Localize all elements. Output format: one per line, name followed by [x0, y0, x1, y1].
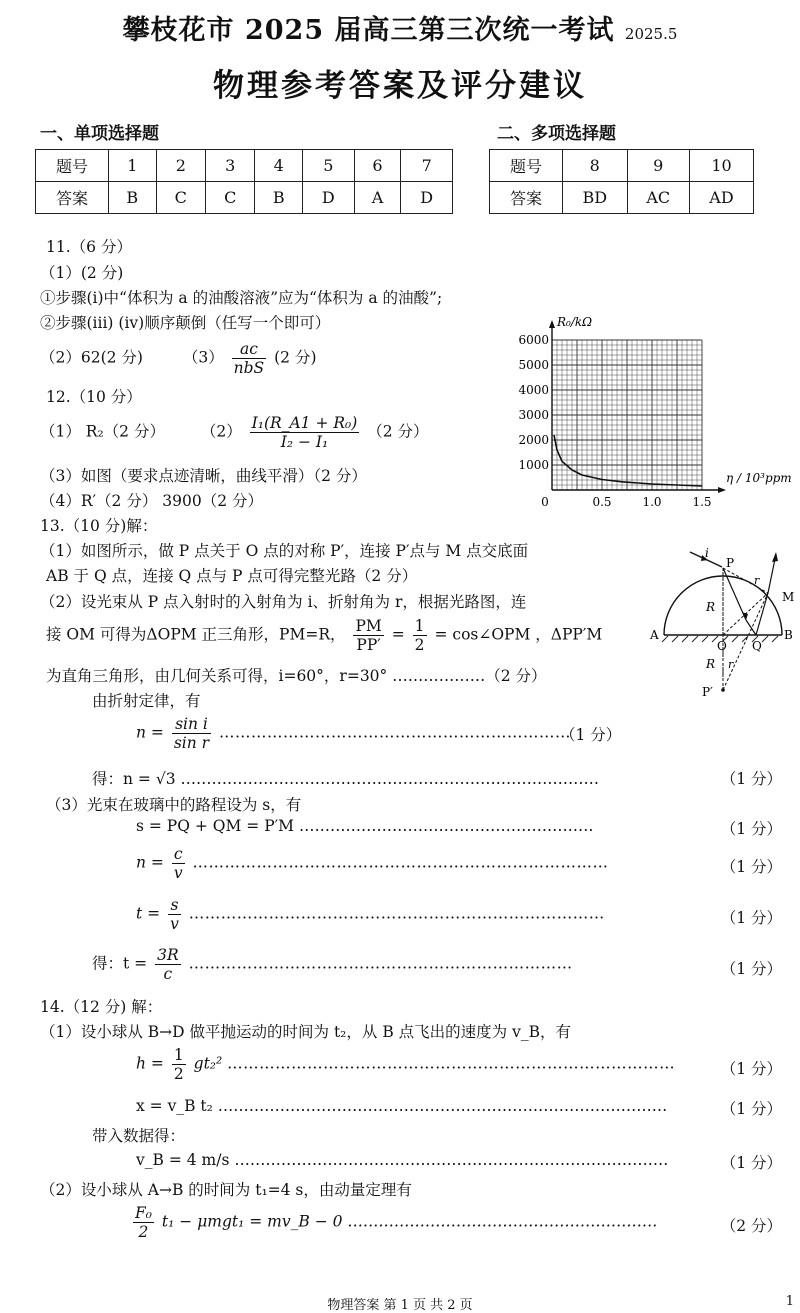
leader-dots: …………………………………………………………	[219, 723, 572, 742]
q11-fraction	[232, 340, 267, 377]
q11-heading: 11.（6 分）	[46, 238, 132, 256]
optics-diagram	[650, 538, 798, 700]
page-subtitle: 物理参考答案及评分建议	[213, 68, 587, 104]
fraction-numerator: 1	[414, 617, 425, 635]
label-r: r	[754, 574, 760, 587]
q11-part3: （3）	[182, 348, 224, 367]
x-tick-label: 1.0	[642, 495, 662, 509]
q12-part2-score: （2 分）	[367, 422, 429, 441]
q12-fraction	[250, 414, 360, 451]
chart-ticks	[518, 333, 711, 509]
fraction-numerator: I₁(R_A1 + R₀)	[251, 414, 358, 432]
table-cell: 5	[303, 150, 355, 182]
table-cell: D	[303, 182, 355, 214]
q12-heading: 12.（10 分）	[46, 388, 142, 406]
q14-eq4-score: （2 分）	[720, 1217, 782, 1235]
page-footer: 物理答案 第 1 页 共 2 页	[327, 1298, 473, 1313]
table-cell: 3	[206, 150, 255, 182]
table-cell: 9	[627, 150, 689, 182]
exam-title-text: 攀枝花市 2025 届高三第三次统一考试	[122, 15, 615, 46]
x-tick-label: 0	[541, 495, 549, 509]
resistance-chart	[505, 312, 798, 520]
q13-fraction-pm	[353, 617, 383, 654]
q11-part3-score: (2 分)	[274, 348, 317, 367]
eq-lhs: 得：t =	[92, 954, 148, 973]
q13-heading: 13.（10 分)解：	[40, 517, 158, 535]
chart-ylabel: R₀/kΩ	[557, 315, 593, 329]
point-pprime	[721, 688, 725, 692]
q13-eq5	[136, 896, 605, 933]
table-cell: B	[109, 182, 157, 214]
q13-part1a: （1）如图所示，做 P 点关于 O 点的对称 P′，连接 P′点与 M 点交底面	[40, 542, 529, 560]
exam-title	[0, 8, 800, 47]
q14-eq3-score: （1 分）	[720, 1154, 782, 1172]
table-cell: A	[354, 182, 401, 214]
q13-eq1-fraction	[172, 715, 211, 752]
q11-part2: （2）62(2 分)	[40, 348, 143, 367]
eq-lhs: n =	[136, 723, 164, 742]
section2-heading: 二、多项选择题	[497, 124, 616, 144]
page-number: 1	[785, 1294, 794, 1309]
fraction-numerator: 1	[173, 1046, 184, 1064]
y-tick-label: 4000	[518, 383, 549, 397]
table-cell: 题号	[36, 150, 109, 182]
table-cell: 4	[255, 150, 303, 182]
label-radius-lower: R	[706, 657, 716, 671]
table-row-numbers	[36, 150, 453, 182]
label-pprime: P′	[702, 685, 713, 699]
leader-dots: …………………………………………………………………………	[227, 1054, 676, 1073]
section1-heading: 一、单项选择题	[40, 124, 159, 144]
fraction-denominator: v	[170, 915, 179, 933]
q13-part3: （3）光束在玻璃中的路程设为 s，有	[46, 796, 302, 814]
q14-eq3: v_B = 4 m/s …………………………………………………………………………	[136, 1151, 669, 1169]
fraction-denominator: PP′	[356, 636, 381, 654]
q13-eq3-score: （1 分）	[720, 820, 782, 838]
q13-eq1	[136, 715, 571, 752]
label-m: M	[782, 590, 795, 604]
fraction-denominator: 2	[173, 1065, 184, 1083]
fraction-denominator: 2	[138, 1223, 149, 1241]
table-cell: 题号	[490, 150, 563, 182]
table-row-answers	[36, 182, 453, 214]
q13-eq2: 得：n = √3 ………………………………………………………………………	[92, 770, 599, 788]
fraction-denominator: I₂ − I₁	[280, 433, 329, 451]
fraction-numerator: F₀	[135, 1204, 152, 1222]
q13-fraction-half	[413, 617, 427, 654]
q14-eq2-score: （1 分）	[720, 1100, 782, 1118]
chart-grid	[552, 340, 702, 490]
q14-eq1-score: （1 分）	[720, 1060, 782, 1078]
table-cell: 2	[156, 150, 205, 182]
table-cell: 1	[109, 150, 157, 182]
q11-part1b: ②步骤(iii) (iv)顺序颠倒（任写一个即可）	[40, 314, 331, 332]
table-cell: C	[156, 182, 205, 214]
label-b: B	[784, 628, 793, 642]
y-tick-label: 1000	[518, 458, 549, 472]
fraction-denominator: sin r	[173, 734, 210, 752]
q13-eq2-score: （1 分）	[720, 770, 782, 788]
y-tick-label: 2000	[518, 433, 549, 447]
chart-axes	[549, 320, 726, 493]
table-cell: B	[255, 182, 303, 214]
q14-heading: 14.（12 分) 解：	[40, 998, 163, 1016]
leader-dots: ………………………………………………………………	[188, 954, 573, 973]
exam-date: 2025.5	[624, 25, 678, 43]
fraction-denominator: c	[163, 965, 173, 983]
q14-part1: （1）设小球从 B→D 做平抛运动的时间为 t₂，从 B 点飞出的速度为 v_B，有	[40, 1023, 571, 1041]
chart-series-curve	[554, 435, 702, 486]
fraction-numerator: 3R	[157, 946, 179, 964]
q13-part2c: 为直角三角形，由几何关系可得，i=60°，r=30° ………………（2 分）	[46, 667, 547, 685]
label-a: A	[650, 628, 659, 642]
ray-to-q	[746, 620, 756, 635]
fraction-denominator: v	[173, 864, 183, 882]
q11-part1a: ①步骤(i)中“体积为 a 的油酸溶液”应为“体积为 a 的油酸”;	[40, 289, 443, 307]
y-tick-label: 3000	[518, 408, 549, 422]
q13-part2b-pre: 接 OM 可得为ΔOPM 正三角形，PM=R，	[46, 625, 346, 644]
line-om	[723, 593, 768, 635]
fraction-numerator: ac	[232, 340, 267, 359]
table-cell: 7	[401, 150, 453, 182]
q14-eq4-fraction	[133, 1204, 154, 1241]
q12-part4: （4）R′（2 分） 3900（2 分）	[40, 492, 264, 510]
x-tick-label: 1.5	[692, 495, 712, 509]
q13-eq5-score: （1 分）	[720, 909, 782, 927]
q13-eq6-score: （1 分）	[720, 960, 782, 978]
q11-part1: （1）(2 分)	[40, 264, 124, 282]
table-row-answers	[490, 182, 754, 214]
q13-part2b-post: = cos∠OPM ，ΔPP′M	[434, 625, 603, 644]
q13-eq4-score: （1 分）	[720, 858, 782, 876]
table-cell: 6	[354, 150, 401, 182]
q13-eq4	[136, 845, 609, 882]
eq-lhs: h =	[136, 1054, 164, 1073]
chart-xlabel: η / 10³ppm	[726, 471, 792, 485]
q13-part2d: 由折射定律，有	[92, 692, 201, 710]
fraction-numerator: sin i	[172, 715, 211, 734]
q13-eq6-fraction	[155, 946, 181, 983]
q13-eq3: s = PQ + QM = P′M …………………………………………………	[136, 817, 594, 835]
q13-eq5-fraction	[168, 896, 181, 933]
equals-sign: =	[391, 625, 405, 644]
single-choice-table	[35, 149, 453, 214]
label-i: i	[705, 546, 709, 560]
table-cell: 答案	[490, 182, 563, 214]
table-cell: C	[206, 182, 255, 214]
arrow-icon	[772, 552, 778, 562]
q12-part3: （3）如图（要求点迹清晰，曲线平滑）（2 分）	[40, 467, 367, 485]
q14-eq4	[130, 1204, 657, 1241]
x-tick-label: 0.5	[592, 495, 612, 509]
eq-lhs: n =	[136, 853, 164, 872]
table-cell: AC	[627, 182, 689, 214]
eq-rhs: gt₂²	[193, 1054, 223, 1073]
q14-part3: （2）设小球从 A→B 的时间为 t₁=4 s，由动量定理有	[40, 1181, 412, 1199]
reflected-ray	[756, 593, 768, 635]
label-r-lower: r	[728, 658, 734, 671]
fraction-denominator: 2	[414, 636, 425, 654]
table-cell: 8	[563, 150, 628, 182]
q13-eq1-score: （1 分）	[560, 726, 622, 744]
table-cell: 答案	[36, 182, 109, 214]
label-o: O	[717, 639, 727, 653]
fraction-numerator: c	[172, 845, 185, 864]
q11-part2-3	[40, 340, 317, 377]
fraction-denominator: nbS	[233, 359, 265, 377]
y-axis-arrow-icon	[549, 320, 555, 328]
table-cell: BD	[563, 182, 628, 214]
leader-dots: ……………………………………………………………………	[192, 853, 609, 872]
label-q: Q	[752, 639, 762, 653]
q14-part2: 带入数据得：	[92, 1127, 186, 1145]
q14-eq1-fraction	[172, 1046, 186, 1083]
x-axis-arrow-icon	[718, 487, 726, 493]
table-cell: 10	[689, 150, 753, 182]
label-p: P	[726, 556, 735, 570]
leader-dots: ……………………………………………………………………	[188, 904, 605, 923]
q14-eq1	[136, 1046, 675, 1083]
q12-part1: （1） R₂（2 分）	[40, 422, 165, 441]
label-radius: R	[706, 600, 716, 614]
fraction-numerator: PM	[355, 617, 382, 635]
eq-rhs: t₁ − μmgt₁ = mv_B − 0 ……………………………………………………	[161, 1212, 658, 1231]
table-cell: AD	[689, 182, 753, 214]
q12-part1-2	[40, 414, 429, 451]
y-tick-label: 6000	[518, 333, 549, 347]
table-cell: D	[401, 182, 453, 214]
y-tick-label: 5000	[518, 358, 549, 372]
multi-choice-table	[489, 149, 754, 214]
q13-part2a: （2）设光束从 P 点入射时的入射角为 i、折射角为 r，根据光路图，连	[40, 593, 527, 611]
q13-eq6	[92, 946, 573, 983]
eq-lhs: t =	[136, 904, 161, 923]
q13-part1b: AB 于 Q 点，连接 Q 点与 P 点可得完整光路（2 分）	[46, 567, 418, 585]
q14-eq2: x = v_B t₂ ……………………………………………………………………………	[136, 1097, 668, 1115]
q13-eq4-fraction	[172, 845, 185, 882]
q13-part2b	[46, 617, 602, 654]
q12-part2: （2）	[200, 422, 242, 441]
table-row-numbers	[490, 150, 754, 182]
fraction-numerator: s	[168, 896, 181, 915]
